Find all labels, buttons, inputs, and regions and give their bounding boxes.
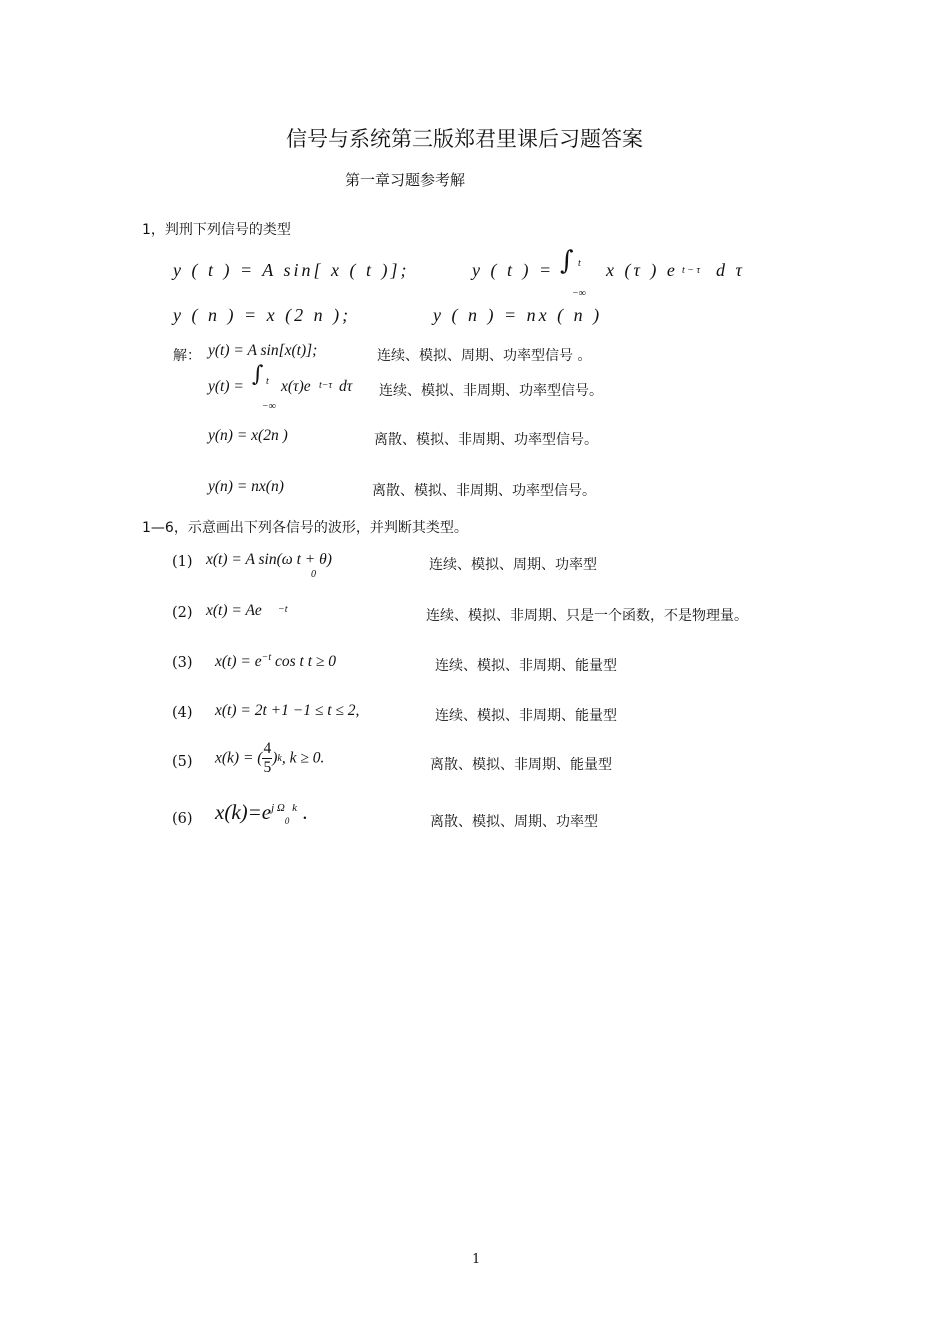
- answer-2-integrand: x(τ)e: [281, 378, 311, 395]
- answer-1-expression: y(t) = A sin[x(t)];: [208, 342, 318, 359]
- answer-label: 解：: [173, 348, 201, 364]
- item-5-description: 离散、模拟、非周期、能量型: [430, 757, 612, 773]
- item-4-expression: x(t) = 2t +1 −1 ≤ t ≤ 2,: [215, 702, 360, 719]
- integral-sign: ∫: [560, 246, 574, 276]
- answer-2-lower-limit: −∞: [262, 401, 276, 412]
- answer-2-upper-limit: t: [266, 376, 269, 387]
- answer-3-description: 离散、模拟、非周期、功率型信号。: [374, 432, 598, 448]
- item-1-description: 连续、模拟、周期、功率型: [429, 557, 597, 573]
- answer-3-expression: y(n) = x(2n ): [208, 427, 288, 444]
- answer-2-integral-sign: ∫: [252, 362, 264, 387]
- item-1-expression: x(t) = A sin(ω t + θ): [206, 551, 332, 568]
- item-5-label: (5): [172, 754, 193, 770]
- item-6-expression: $x(k)=e^{j \Omega}_0$ $^k$ .: [215, 800, 308, 827]
- answer-1-description: 连续、模拟、周期、功率型信号 。: [377, 348, 592, 364]
- item-1-label: (1): [172, 554, 193, 570]
- equation-2-exponent: t − τ: [682, 265, 701, 276]
- item-4-description: 连续、模拟、非周期、能量型: [435, 708, 617, 724]
- item-6-description: 离散、模拟、周期、功率型: [430, 814, 598, 830]
- equation-1: y ( t ) = A sin[ x ( t )];: [173, 260, 410, 280]
- answer-2-differential: dτ: [339, 378, 353, 395]
- item-6-label: (6): [172, 811, 193, 827]
- answer-4-expression: y(n) = nx(n): [208, 478, 284, 495]
- equation-4: y ( n ) = nx ( n ): [433, 305, 603, 325]
- item-2-description: 连续、模拟、非周期、只是一个函数，不是物理量。: [426, 608, 748, 624]
- item-2-expression: x(t) = Ae: [206, 602, 262, 619]
- integral-upper-limit: t: [578, 258, 581, 269]
- question-1-6-prompt: 1—6，示意画出下列各信号的波形，并判断其类型。: [142, 520, 468, 536]
- answer-2-expression-prefix: y(t) =: [208, 378, 244, 395]
- item-1-subscript: 0: [311, 569, 316, 580]
- item-3-expression: $x(t) = e^{-t}$ cos t t ≥ 0: [215, 652, 337, 671]
- answer-4-description: 离散、模拟、非周期、功率型信号。: [372, 483, 596, 499]
- equation-2: y ( t ) =: [472, 260, 555, 280]
- item-3-description: 连续、模拟、非周期、能量型: [435, 658, 617, 674]
- integral-lower-limit: −∞: [572, 288, 586, 299]
- item-2-label: (2): [172, 605, 193, 621]
- item-5-expression: x(k) = ( $\frac{4}{5}$ )k, k ≥ 0.: [215, 740, 325, 776]
- document-title: 信号与系统第三版郑君里课后习题答案: [286, 127, 643, 151]
- answer-2-exponent: t−τ: [319, 380, 333, 391]
- item-4-label: (4): [172, 705, 193, 721]
- item-3-exponent: −t: [261, 652, 272, 663]
- equation-2-integrand: x (τ ) e: [606, 260, 678, 280]
- question-1-prompt: 1，判刑下列信号的类型: [142, 222, 291, 238]
- answer-2-description: 连续、模拟、非周期、功率型信号。: [379, 383, 603, 399]
- equation-3: y ( n ) = x (2 n );: [173, 305, 352, 325]
- chapter-subtitle: 第一章习题参考解: [345, 171, 466, 189]
- equation-2-differential: d τ: [716, 260, 745, 280]
- item-2-exponent: −t: [278, 604, 288, 615]
- item-3-label: (3): [172, 655, 193, 671]
- item-5-fraction: $\frac{4}{5}$: [263, 740, 272, 776]
- page-number: 1: [472, 1252, 481, 1267]
